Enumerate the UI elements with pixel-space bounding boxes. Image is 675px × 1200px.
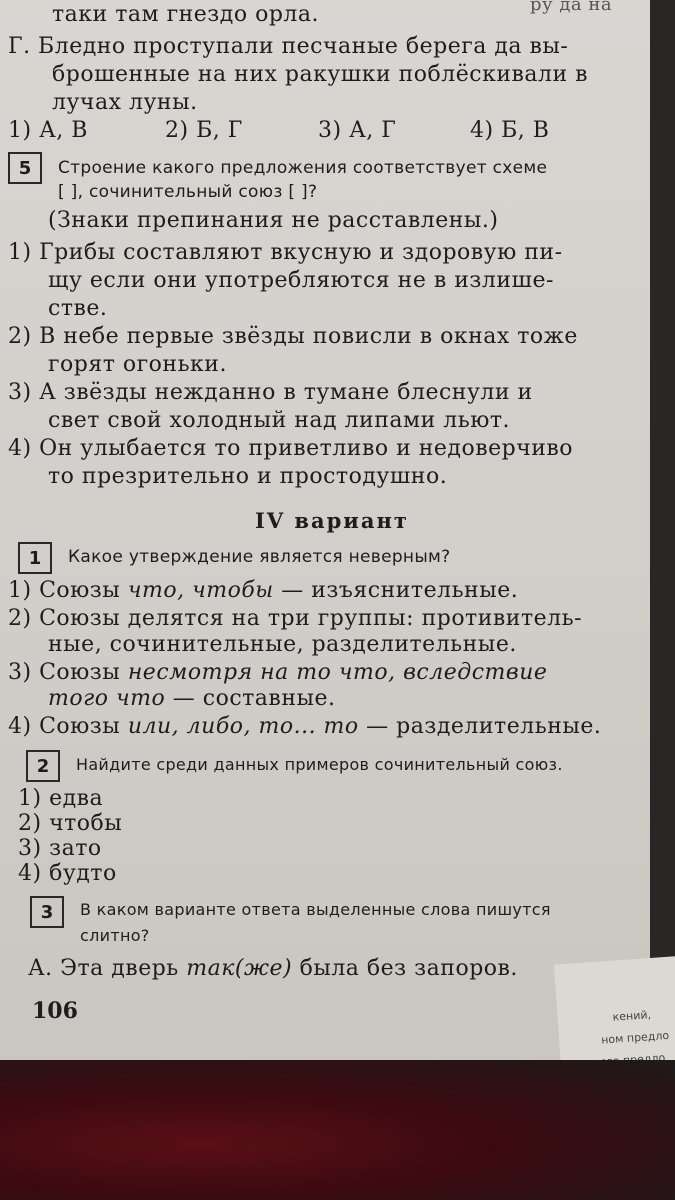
question-text: [ ], сочинительный союз [ ]? [58,182,318,202]
answer-option: свет свой холодный над липами льют. [48,408,511,433]
text-line-fragment: ру да на [530,0,613,15]
answer-option: горят огоньки. [48,352,227,377]
answer-option: то презрительно и простодушно. [48,464,448,489]
question-text: Строение какого предложения соответствует схеме [58,158,548,178]
question-number-box: 1 [18,542,52,574]
question-number-box: 3 [30,896,64,928]
text-line: брошенные на них ракушки поблёскивали в [52,62,589,87]
variant-title: IV вариант [255,508,409,533]
answer-option: 3) А, Г [318,118,397,143]
answer-option: А. Эта дверь так(же) была без запоров. [28,956,518,981]
answer-option: 1) едва [18,786,104,811]
answer-option: 1) А, В [8,118,88,143]
answer-option: 2) Союзы делятся на три группы: противитель- [8,606,583,631]
answer-option: ные, сочинительные, разделительные. [48,632,517,657]
text-line: Г. Бледно проступали песчаные берега да вы- [8,34,569,59]
answer-option: 3) Союзы несмотря на то что, вследствие [8,660,548,685]
answer-option: 4) Он улыбается то приветливо и недоверчиво [8,436,574,461]
answer-option: 4) Б, В [470,118,550,143]
answer-option: 2) В небе первые звёзды повисли в окнах тоже [8,324,578,349]
background-fabric [0,1060,675,1200]
question-text: Найдите среди данных примеров сочинительный союз. [76,755,563,774]
answer-option: 2) Б, Г [165,118,243,143]
answer-option: 1) Союзы что, чтобы — изъяснительные. [8,578,519,603]
answer-option: 4) Союзы или, либо, то... то — разделительные. [8,714,602,739]
answer-option: 3) зато [18,836,102,861]
question-note: (Знаки препинания не расставлены.) [48,208,499,233]
answer-option: 3) А звёзды нежданно в тумане блеснули и [8,380,533,405]
answer-option: того что — составные. [48,686,336,711]
question-text: В каком варианте ответа выделенные слова пишутся [80,900,551,919]
question-number-box: 2 [26,750,60,782]
text-line: таки там гнездо орла. [52,2,319,27]
answer-option: 4) будто [18,861,117,886]
text-fragment: кений, [612,1008,652,1024]
question-text: слитно? [80,926,150,945]
answer-option: стве. [48,296,108,321]
answer-option: 1) Грибы составляют вкусную и здоровую пи- [8,240,563,265]
text-line: лучах луны. [52,90,198,115]
answer-option: щу если они употребляются не в излише- [48,268,554,293]
question-number-box: 5 [8,152,42,184]
text-fragment: ном предло [600,1028,670,1047]
answer-option: 2) чтобы [18,811,123,836]
page-number: 106 [32,998,78,1024]
question-text: Какое утверждение является неверным? [68,547,451,567]
